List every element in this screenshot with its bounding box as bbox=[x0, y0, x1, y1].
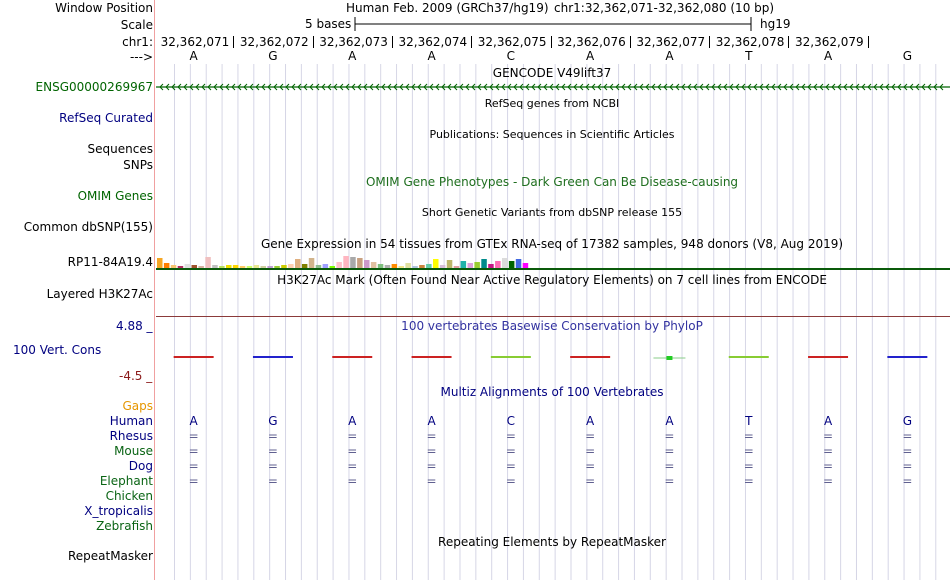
phylop-track-title: 100 vertebrates Basewise Conservation by PhyloP bbox=[401, 319, 703, 333]
chrom-label: chr1: bbox=[122, 35, 153, 49]
base-letter: A bbox=[665, 49, 674, 63]
alignment-match: = bbox=[505, 474, 516, 488]
ruler-tick bbox=[313, 36, 314, 48]
scale-db: hg19 bbox=[760, 17, 791, 31]
ruler-tick bbox=[392, 36, 393, 48]
ruler-position-label: 32,362,079 bbox=[794, 35, 864, 49]
base-letter: A bbox=[348, 49, 357, 63]
ruler-tick bbox=[233, 36, 234, 48]
gtex-tissue-bar bbox=[309, 258, 315, 268]
alignment-match: = bbox=[188, 474, 199, 488]
gtex-tissue-bar bbox=[157, 258, 163, 268]
alignment-match: = bbox=[188, 444, 199, 458]
alignment-match: = bbox=[267, 459, 278, 473]
gtex-tissue-bar bbox=[364, 260, 370, 268]
alignment-base: A bbox=[665, 414, 674, 428]
base-letter: G bbox=[902, 49, 912, 63]
alignment-match: = bbox=[347, 429, 358, 443]
alignment-match: = bbox=[426, 459, 437, 473]
alignment-match: = bbox=[743, 444, 754, 458]
phylop-score-mark bbox=[491, 356, 531, 358]
alignment-match: = bbox=[823, 429, 834, 443]
alignment-match: = bbox=[267, 429, 278, 443]
base-letter: C bbox=[506, 49, 516, 63]
ruler-tick bbox=[551, 36, 552, 48]
ruler-position-label: 32,362,076 bbox=[557, 35, 626, 49]
alignment-match: = bbox=[267, 474, 278, 488]
layered-h3k27ac-label[interactable]: Layered H3K27Ac bbox=[46, 287, 153, 301]
ruler-position-label: 32,362,077 bbox=[636, 35, 706, 49]
repeatmasker-label[interactable]: RepeatMasker bbox=[67, 549, 153, 563]
alignment-match: = bbox=[585, 429, 596, 443]
alignment-match: = bbox=[585, 459, 596, 473]
species-label[interactable]: X_tropicalis bbox=[84, 504, 153, 518]
alignment-match: = bbox=[505, 444, 516, 458]
alignment-match: = bbox=[664, 474, 675, 488]
species-label[interactable]: Dog bbox=[128, 459, 153, 473]
base-letter: A bbox=[427, 49, 436, 63]
100-vert-cons-label[interactable]: 100 Vert. Cons bbox=[13, 343, 102, 357]
repeatmasker-track-title: Repeating Elements by RepeatMasker bbox=[438, 535, 666, 549]
phylop-score-mark bbox=[253, 356, 293, 358]
gtex-tissue-bar bbox=[433, 259, 439, 268]
species-label[interactable]: Mouse bbox=[114, 444, 153, 458]
gtex-tissue-bar bbox=[481, 259, 487, 268]
gtex-track-title: Gene Expression in 54 tissues from GTEx RNA-seq of 17382 samples, 948 donors (V8, Aug 2019) bbox=[260, 237, 844, 251]
scale-text: 5 bases bbox=[305, 17, 352, 31]
species-label[interactable]: Rhesus bbox=[109, 429, 153, 443]
alignment-base: A bbox=[586, 414, 595, 428]
phylop-score-mark bbox=[808, 356, 848, 358]
ruler-position-label: 32,362,072 bbox=[239, 35, 309, 49]
alignment-match: = bbox=[426, 474, 437, 488]
gencode-gene-feature[interactable] bbox=[156, 82, 950, 92]
common-dbsnp-label[interactable]: Common dbSNP(155) bbox=[23, 220, 153, 234]
ruler-position-label: 32,362,078 bbox=[715, 35, 785, 49]
phylop-min-value: -4.5 _ bbox=[119, 369, 153, 383]
gtex-tissue-bar bbox=[295, 259, 301, 268]
gtex-tissue-bar bbox=[509, 261, 515, 268]
sequences-label[interactable]: Sequences bbox=[87, 142, 153, 156]
phylop-score-mark bbox=[174, 356, 214, 358]
gtex-tissue-bar bbox=[205, 257, 211, 268]
gtex-divider bbox=[156, 268, 950, 270]
alignment-match: = bbox=[347, 474, 358, 488]
alignment-base: G bbox=[268, 414, 278, 428]
alignment-base: A bbox=[823, 414, 833, 428]
phylop-score-mark bbox=[412, 356, 452, 358]
alignment-base: A bbox=[348, 414, 357, 428]
alignment-match: = bbox=[823, 444, 834, 458]
gencode-item-label[interactable]: ENSG00000269967 bbox=[35, 80, 153, 94]
gtex-tissue-bar bbox=[495, 261, 501, 268]
gtex-tissue-bar bbox=[461, 261, 467, 268]
gtex-tissue-bar bbox=[357, 258, 363, 268]
ruler-position-label: 32,362,074 bbox=[398, 35, 468, 49]
ruler-tick bbox=[471, 36, 472, 48]
scale-label: Scale bbox=[120, 18, 153, 32]
alignment-match: = bbox=[823, 459, 834, 473]
alignment-match: = bbox=[505, 429, 516, 443]
alignment-match: = bbox=[902, 444, 913, 458]
scale-bar bbox=[354, 16, 754, 32]
alignment-match: = bbox=[188, 459, 199, 473]
alignment-base: A bbox=[189, 414, 198, 428]
alignment-match: = bbox=[267, 444, 278, 458]
alignment-base: G bbox=[902, 414, 912, 428]
gtex-tissue-bar bbox=[350, 257, 356, 268]
assembly-label: Human Feb. 2009 (GRCh37/hg19) bbox=[346, 1, 549, 15]
phylop-score-mark bbox=[570, 356, 610, 358]
ruler-tick bbox=[630, 36, 631, 48]
position-coords: chr1:32,362,071-32,362,080 (10 bp) bbox=[554, 1, 775, 15]
phylop-score-mark bbox=[729, 356, 769, 358]
alignment-base: C bbox=[506, 414, 516, 428]
phylop-score-mark bbox=[332, 356, 372, 358]
ruler-tick bbox=[868, 36, 869, 48]
alignment-match: = bbox=[664, 444, 675, 458]
alignment-match: = bbox=[585, 444, 596, 458]
alignment-match: = bbox=[743, 459, 754, 473]
gtex-tissue-bar bbox=[447, 260, 453, 268]
multiz-track-title: Multiz Alignments of 100 Vertebrates bbox=[440, 385, 664, 399]
gtex-expression-bars[interactable] bbox=[156, 254, 536, 268]
omim-track-title: OMIM Gene Phenotypes - Dark Green Can Be Disease-causing bbox=[365, 175, 739, 189]
snps-label[interactable]: SNPs bbox=[123, 158, 153, 172]
alignment-match: = bbox=[505, 459, 516, 473]
dbsnp-track-title: Short Genetic Variants from dbSNP release 155 bbox=[421, 206, 683, 219]
window-position-label: Window Position bbox=[55, 1, 153, 15]
base-letter: G bbox=[268, 49, 278, 63]
publications-track-title: Publications: Sequences in Scientific Articles bbox=[429, 128, 675, 141]
gtex-tissue-bar bbox=[516, 259, 522, 268]
gencode-track-title: GENCODE V49lift37 bbox=[492, 66, 612, 80]
alignment-base: A bbox=[427, 414, 436, 428]
alignment-match: = bbox=[426, 429, 437, 443]
species-label[interactable]: Chicken bbox=[105, 489, 153, 503]
base-letter: T bbox=[745, 49, 753, 63]
alignment-match: = bbox=[743, 429, 754, 443]
h3k27ac-divider bbox=[156, 316, 950, 317]
alignment-match: = bbox=[664, 429, 675, 443]
alignment-match: = bbox=[823, 474, 834, 488]
alignment-match: = bbox=[347, 459, 358, 473]
phylop-score-mark bbox=[666, 356, 672, 360]
base-letter: A bbox=[823, 49, 833, 63]
ruler-position-label: 32,362,071 bbox=[160, 35, 230, 49]
h3k27ac-track-title: H3K27Ac Mark (Often Found Near Active Regulatory Elements) on 7 cell lines from ENCODE bbox=[277, 273, 827, 287]
ruler-position-label: 32,362,073 bbox=[319, 35, 388, 49]
strand-label: ---> bbox=[129, 50, 153, 64]
alignment-match: = bbox=[585, 474, 596, 488]
species-label[interactable]: Zebrafish bbox=[96, 519, 153, 533]
ruler-position-label: 32,362,075 bbox=[477, 35, 547, 49]
alignment-match: = bbox=[664, 459, 675, 473]
phylop-max-value: 4.88 _ bbox=[116, 319, 153, 333]
phylop-score-mark bbox=[887, 356, 927, 358]
alignment-match: = bbox=[743, 474, 754, 488]
base-letter: A bbox=[189, 49, 198, 63]
alignment-match: = bbox=[426, 444, 437, 458]
phylop-score-marks[interactable] bbox=[156, 350, 950, 366]
refseq-track-title: RefSeq genes from NCBI bbox=[484, 97, 620, 110]
alignment-match: = bbox=[188, 429, 199, 443]
species-label[interactable]: Human bbox=[109, 414, 153, 428]
species-label[interactable]: Elephant bbox=[99, 474, 153, 488]
alignment-match: = bbox=[902, 429, 913, 443]
alignment-base: T bbox=[745, 414, 753, 428]
base-letter: A bbox=[586, 49, 595, 63]
alignment-match: = bbox=[347, 444, 358, 458]
ruler-tick bbox=[788, 36, 789, 48]
alignment-match: = bbox=[902, 459, 913, 473]
gtex-tissue-bar bbox=[502, 258, 508, 268]
ruler-tick bbox=[709, 36, 710, 48]
refseq-curated-label[interactable]: RefSeq Curated bbox=[59, 111, 153, 125]
gtex-gene-label[interactable]: RP11-84A19.4 bbox=[67, 255, 153, 269]
gtex-tissue-bar bbox=[343, 256, 349, 268]
gaps-label[interactable]: Gaps bbox=[122, 399, 153, 413]
omim-genes-label[interactable]: OMIM Genes bbox=[77, 189, 153, 203]
alignment-match: = bbox=[902, 474, 913, 488]
